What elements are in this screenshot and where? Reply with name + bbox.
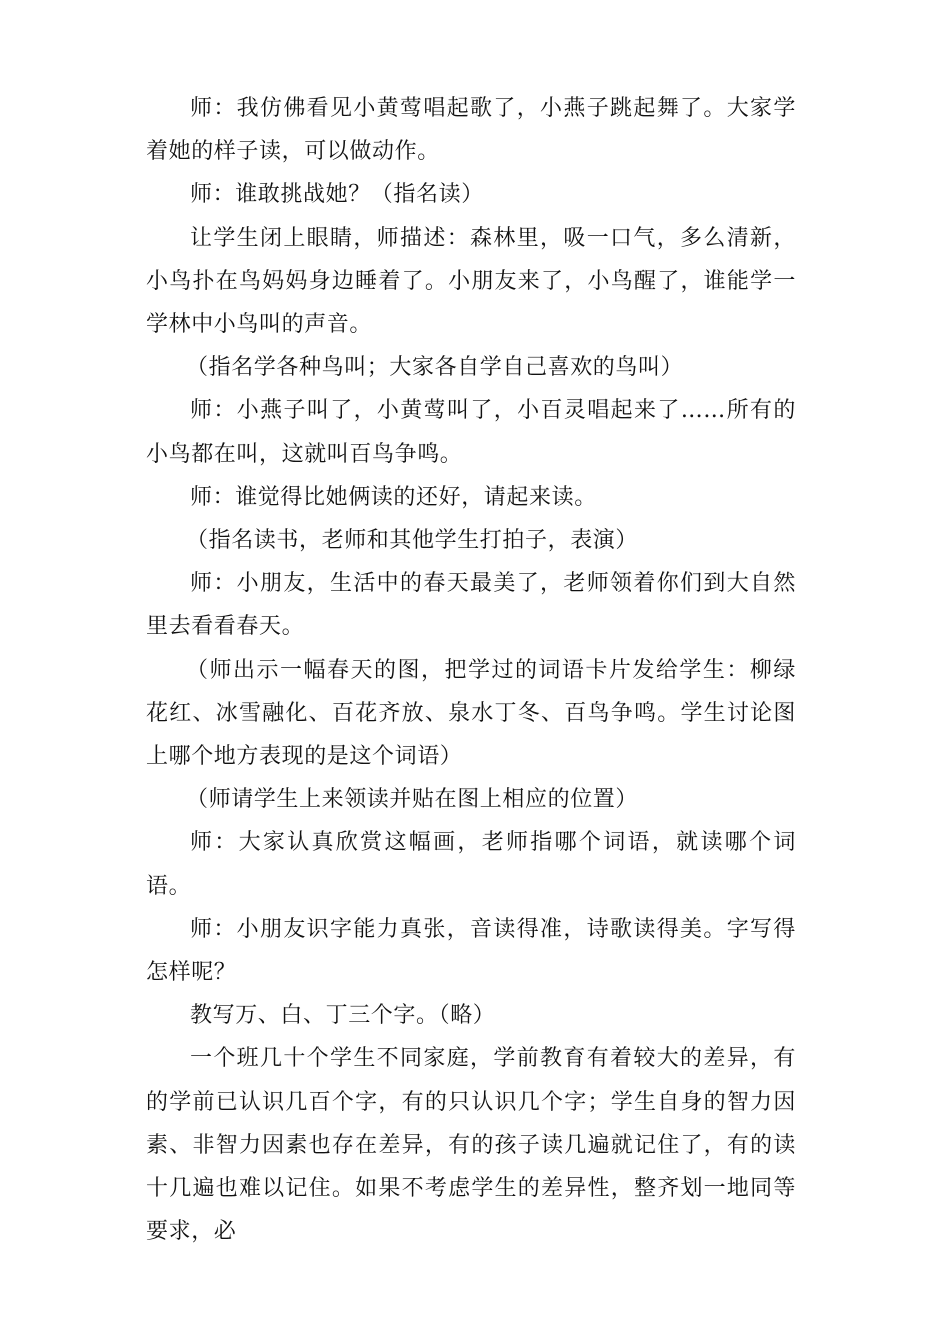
paragraph: （指名学各种鸟叫；大家各自学自己喜欢的鸟叫）	[186, 355, 684, 381]
paragraph: （师请学生上来领读并贴在图上相应的位置）	[186, 787, 639, 813]
paragraph: 师：我仿佛看见小黄莺唱起歌了，小燕子跳起舞了。大家学着她的样子读，可以做动作。	[146, 96, 796, 165]
paragraph: 师：谁觉得比她俩读的还好，请起来读。	[190, 484, 597, 510]
document-body	[146, 87, 796, 1253]
paragraph: 师：大家认真欣赏这幅画，老师指哪个词语，就读哪个词语。	[146, 830, 796, 899]
paragraph: 师：谁敢挑战她？（指名读）	[190, 182, 484, 208]
paragraph: 教写万、白、丁三个字。（略）	[190, 1003, 496, 1029]
paragraph: 师：小朋友识字能力真张，音读得准，诗歌读得美。字写得怎样呢？	[146, 916, 796, 986]
paragraph: （指名读书，老师和其他学生打拍子，表演）	[186, 528, 639, 554]
paragraph: 一个班几十个学生不同家庭，学前教育有着较大的差异，有的学前已认识几百个字，有的只认识几个字；学生自身的智力因素、非智力因素也存在差异，有的孩子读几遍就记住了，有的读十几遍也难以记住。如果不考虑学生的差异性，整齐划一地同等要求，必	[146, 1046, 796, 1245]
paragraph: 师：小燕子叫了，小黄莺叫了，小百灵唱起来了……所有的小鸟都在叫，这就叫百鸟争鸣。	[146, 398, 796, 467]
paragraph: 让学生闭上眼睛，师描述：森林里，吸一口气，多么清新，小鸟扑在鸟妈妈身边睡着了。小朋友来了，小鸟醒了，谁能学一学林中小鸟叫的声音。	[146, 225, 796, 338]
paragraph: （师出示一幅春天的图，把学过的词语卡片发给学生：柳绿花红、冰雪融化、百花齐放、泉水丁冬、百鸟争鸣。学生讨论图上哪个地方表现的是这个词语）	[146, 657, 796, 770]
paragraph: 师：小朋友，生活中的春天最美了，老师领着你们到大自然里去看看春天。	[146, 571, 796, 640]
